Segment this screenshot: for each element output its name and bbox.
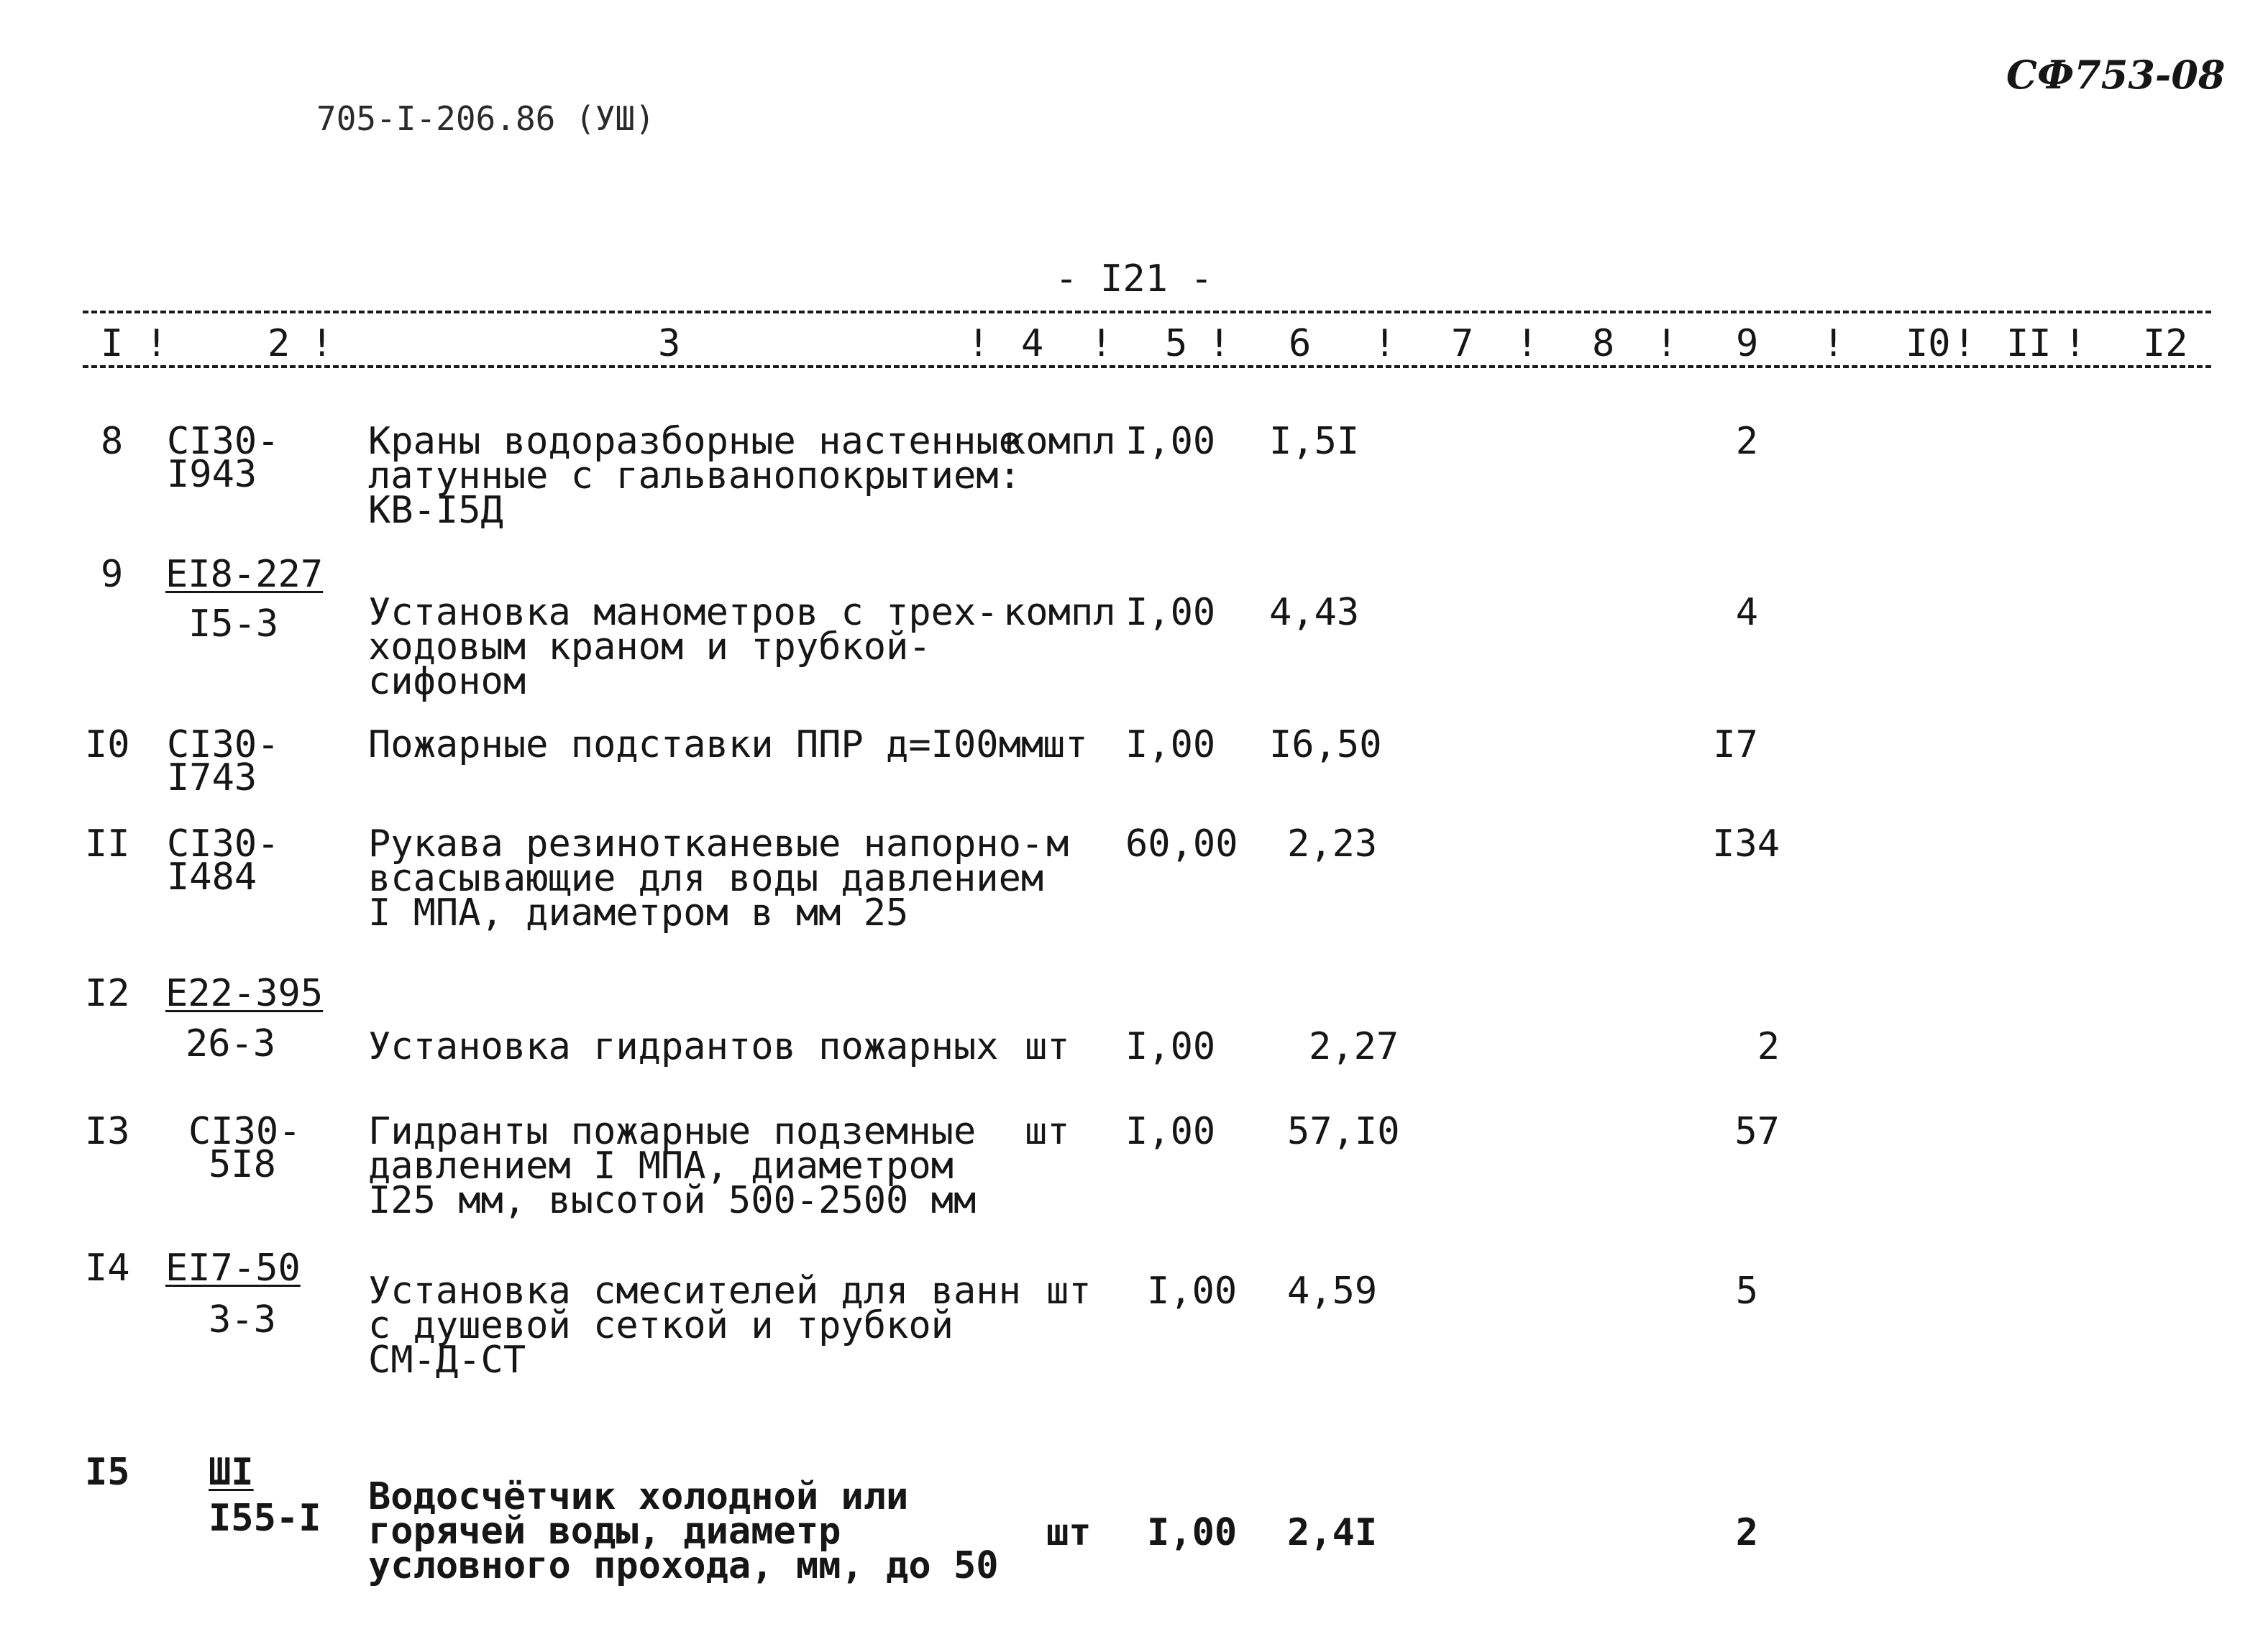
- document-code: 705-I-206.86 (УШ): [316, 99, 655, 138]
- col-header-8: 8: [1592, 322, 1615, 365]
- col-header-9: 9: [1736, 322, 1759, 365]
- quantity: I,00: [1125, 1025, 1216, 1068]
- unit: шт: [1046, 1511, 1092, 1554]
- col-separator: !: [311, 322, 334, 365]
- unit-price: I,5I: [1269, 420, 1360, 463]
- col-separator: !: [2064, 322, 2087, 365]
- total: 2: [1735, 1511, 1758, 1554]
- row-number: II: [85, 822, 130, 866]
- col-header-3: 3: [658, 322, 681, 365]
- unit-price: 4,59: [1287, 1270, 1378, 1313]
- col-header-5: 5: [1165, 322, 1188, 365]
- quantity: 60,00: [1125, 822, 1238, 866]
- total: 5: [1735, 1270, 1758, 1313]
- table-header-rule: [83, 365, 2211, 368]
- rate-code-top: E22-395: [165, 972, 324, 1015]
- item-description: Установка манометров с трех- ходовым краном и трубкой- сифоном: [368, 591, 999, 703]
- unit: шт: [1043, 723, 1088, 766]
- item-description: Краны водоразборные настенные латунные с гальванопокрытием: КВ-I5Д: [368, 420, 1021, 532]
- item-description: Установка смесителей для ванн с душевой сеткой и трубкой СМ-Д-СТ: [368, 1270, 1021, 1382]
- rate-code-top: CI30-: [167, 420, 280, 463]
- unit: шт: [1025, 1025, 1070, 1068]
- rate-code-top: CI30-: [167, 822, 280, 866]
- col-separator: !: [145, 322, 168, 365]
- col-header-10: I0: [1906, 322, 1951, 365]
- unit-price: 2,23: [1287, 822, 1378, 866]
- unit: компл: [1003, 591, 1116, 634]
- row-number: I4: [85, 1247, 130, 1290]
- row-number: 8: [101, 420, 124, 463]
- row-number: I2: [85, 972, 130, 1015]
- rate-code-top: EI8-227: [165, 553, 324, 596]
- quantity: I,00: [1147, 1270, 1238, 1313]
- unit: м: [1046, 822, 1069, 866]
- total: 4: [1735, 591, 1758, 634]
- total: 2: [1757, 1025, 1780, 1068]
- rate-code-bottom: I743: [167, 756, 257, 799]
- rate-code-bottom: I943: [167, 453, 257, 496]
- item-description: Пожарные подставки ППР д=I00мм: [368, 723, 1044, 766]
- item-description: Гидранты пожарные подземные давлением I МПА, диаметром I25 мм, высотой 500-2500 мм: [368, 1110, 977, 1222]
- item-description: Установка гидрантов пожарных: [368, 1025, 999, 1068]
- unit: шт: [1046, 1270, 1092, 1313]
- unit-price: 2,27: [1309, 1025, 1399, 1068]
- col-separator: !: [1953, 322, 1976, 365]
- quantity: I,00: [1125, 420, 1216, 463]
- col-separator: !: [1822, 322, 1845, 365]
- col-header-11: II: [2006, 322, 2052, 365]
- col-separator: !: [967, 322, 990, 365]
- rate-code-top: CI30-: [188, 1110, 301, 1153]
- unit-price: 57,I0: [1287, 1110, 1400, 1153]
- col-header-2: 2: [268, 322, 291, 365]
- row-number: I3: [85, 1110, 130, 1153]
- quantity: I,00: [1125, 1110, 1216, 1153]
- rate-code-bottom: I55-I: [209, 1497, 321, 1540]
- table-top-rule: [83, 311, 2211, 313]
- row-number: I5: [85, 1451, 130, 1494]
- col-separator: !: [1373, 322, 1396, 365]
- row-number: 9: [101, 553, 124, 596]
- rate-code-top: ШI: [209, 1451, 254, 1494]
- rate-code-bottom: I5-3: [188, 602, 279, 646]
- page-number: - I21 -: [1055, 257, 1213, 301]
- col-separator: !: [1655, 322, 1678, 365]
- rate-code-bottom: I484: [167, 855, 257, 899]
- unit-price: I6,50: [1269, 723, 1382, 766]
- unit-price: 2,4I: [1287, 1511, 1378, 1554]
- total: 2: [1735, 420, 1758, 463]
- col-header-6: 6: [1289, 322, 1312, 365]
- quantity: I,00: [1125, 723, 1216, 766]
- unit-price: 4,43: [1269, 591, 1360, 634]
- quantity: I,00: [1125, 591, 1216, 634]
- col-header-7: 7: [1451, 322, 1474, 365]
- col-header-1: I: [101, 322, 124, 365]
- col-separator: !: [1516, 322, 1539, 365]
- rate-code-bottom: 5I8: [209, 1143, 276, 1186]
- rate-code-top: CI30-: [167, 723, 280, 766]
- col-separator: !: [1208, 322, 1231, 365]
- total: 57: [1734, 1110, 1780, 1153]
- col-header-4: 4: [1021, 322, 1044, 365]
- unit: шт: [1025, 1110, 1070, 1153]
- row-number: I0: [85, 723, 130, 766]
- total: I34: [1712, 822, 1780, 866]
- rate-code-bottom: 3-3: [209, 1298, 276, 1341]
- quantity: I,00: [1147, 1511, 1238, 1554]
- col-separator: !: [1090, 322, 1113, 365]
- item-description: Водосчётчик холодной или горячей воды, диаметр условного прохода, мм, до 50: [368, 1475, 999, 1587]
- unit: компл: [1003, 420, 1116, 463]
- col-header-12: I2: [2143, 322, 2188, 365]
- rate-code-bottom: 26-3: [186, 1022, 276, 1065]
- total: I7: [1713, 723, 1758, 766]
- item-description: Рукава резинотканевые напорно- всасывающие для воды давлением I МПА, диаметром в мм 25: [368, 822, 1044, 935]
- document-stamp: СФ753-08: [2006, 52, 2226, 98]
- rate-code-top: EI7-50: [165, 1247, 301, 1290]
